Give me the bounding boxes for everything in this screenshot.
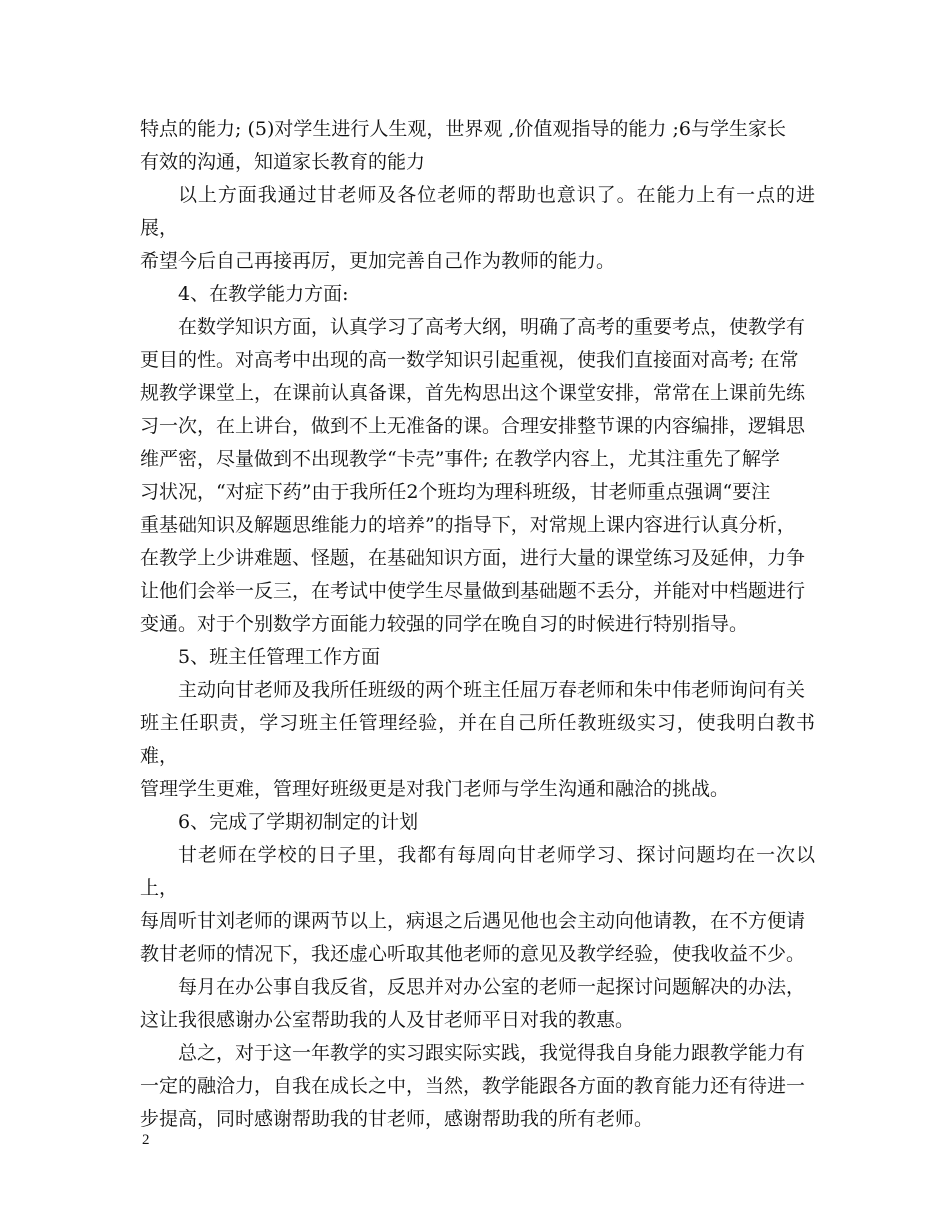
document-body	[140, 113, 815, 1136]
paragraph-improvement: 以上方面我通过甘老师及各位老师的帮助也意识了。在能力上有一点的进展， 希望今后自己再接再厉，更加完善自己作为教师的能力。	[140, 184, 815, 272]
paragraph-conclusion: 总之，对于这一年教学的实习跟实际实践，我觉得我自身能力跟教学能力有 一定的融洽力，自我在成长之中，当然，教学能跟各方面的教育能力还有待进一 步提高，同时感谢帮助我的甘老师，感谢帮助我的所有老师。	[140, 1042, 806, 1130]
paragraph-ability-continued: 特点的能力; (5)对学生进行人生观，世界观 ,价值观指导的能力 ;6与学生家长 有效的沟通，知道家长教育的能力	[140, 118, 786, 173]
section-heading-teaching-ability: 4、在教学能力方面:	[178, 283, 349, 305]
paragraph-class-management: 主动向甘老师及我所任班级的两个班主任屈万春老师和朱中伟老师询问有关 班主任职责，学习班主任管理经验，并在自己所任教班级实习，使我明白教书难， 管理学生更难，管理好班级更是对我门老师与学生沟通和融洽的挑战。	[140, 679, 815, 800]
page-number: 2	[142, 1132, 150, 1148]
paragraph-self-reflection: 每月在办公事自我反省，反思并对办公室的老师一起探讨问题解决的办法， 这让我很感谢办公室帮助我的人及甘老师平日对我的教惠。	[140, 976, 806, 1031]
section-heading-class-management: 5、班主任管理工作方面	[178, 646, 381, 668]
paragraph-math-knowledge: 在数学知识方面，认真学习了高考大纲，明确了高考的重要考点，使教学有 更目的性。对高考中出现的高一数学知识引起重视，使我们直接面对高考; 在常 规教学课堂上，在课前认真备课，首先构思出这个课堂安排，常常在上课前先练 习一次，在上讲台，做到不上无准备的课。合理安排整节课的内容编排，逻辑思 维严密，尽量做到不出现教学“卡壳”事件; 在教学内容上，尤其注重先了解学 习状况，“对症下药”由于我所任2个班均为理科班级，甘老师重点强调“要注 重基础知识及解题思维能力的培养”的指导下，对常规上课内容进行认真分析， 在教学上少讲难题、怪题，在基础知识方面，进行大量的课堂练习及延伸，力争 让他们会举一反三，在考试中使学生尽量做到基础题不丢分，并能对中档题进行 变通。对于个别数学方面能力较强的同学在晚自习的时候进行特别指导。	[140, 316, 806, 635]
section-heading-plan-completed: 6、完成了学期初制定的计划	[178, 811, 419, 833]
paragraph-learning-from-teacher: 甘老师在学校的日子里，我都有每周向甘老师学习、探讨问题均在一次以上， 每周听甘刘老师的课两节以上，病退之后遇见他也会主动向他请教，在不方便请 教甘老师的情况下，我还虚心听取其他老师的意见及教学经验，使我收益不少。	[140, 844, 815, 965]
